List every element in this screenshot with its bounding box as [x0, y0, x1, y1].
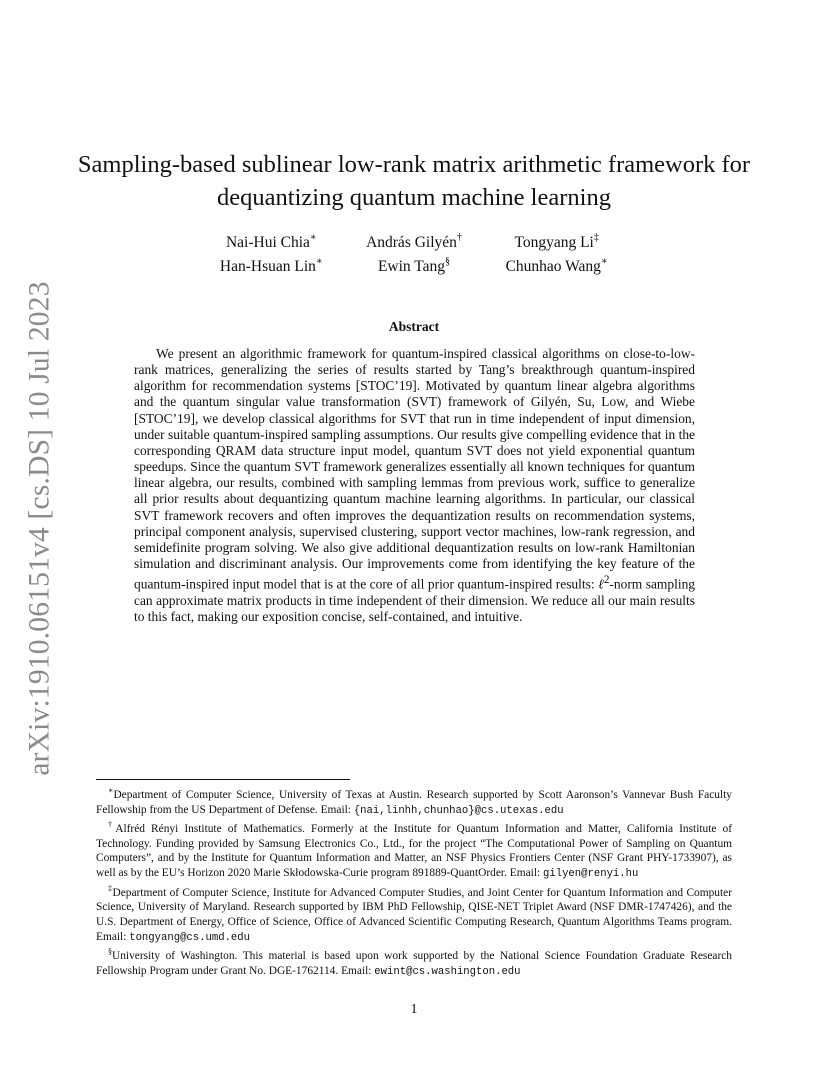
author-affiliation-mark: † [456, 232, 462, 243]
ell-superscript: 2 [603, 574, 610, 587]
author-affiliation-mark: ∗ [309, 232, 317, 243]
author [200, 253, 343, 277]
footnote-email: {nai,linhh,chunhao}@cs.utexas.edu [353, 804, 564, 817]
author-affiliation-mark: ‡ [593, 232, 599, 243]
arxiv-identifier-stamp [16, 280, 64, 776]
footnote [96, 945, 732, 979]
footnote-mark: ‡ [108, 883, 113, 893]
footnote-mark: † [108, 820, 116, 830]
title-line-2: dequantizing quantum machine learning [217, 184, 611, 211]
footnote [96, 784, 732, 818]
arxiv-identifier-text: arXiv:1910.06151v4 [cs.DS] 10 Jul 2023 [23, 280, 56, 776]
footnote [96, 882, 732, 946]
footnote-mark: § [108, 947, 112, 957]
footnote-email: gilyen@renyi.hu [543, 868, 639, 881]
abstract-text-part-1: We present an algorithmic framework for quantum-inspired classical algorithms on close-to-low-rank matrices, generalizing the series of results started by Tang’s breakthrough quantum-inspired algorithm for recommendation systems [STOC’19]. Motivated by quantum linear algebra algorithms and the quantum singular value transformation (SVT) framework of Gilyén, Su, Low, and Wiebe [STOC’19], we develop classical algorithms for SVT that run in time independent of input dimension, under suitable quantum-inspired sampling assumptions. Our results give compelling evidence that in the corresponding QRAM data structure input model, quantum SVT does not yield exponential quantum speedups. Since the quantum SVT framework generalizes essentially all known techniques for quantum linear algebra, our results, combined with sampling lemmas from previous work, suffice to generalize all prior results about dequantizing quantum machine learning algorithms. In particular, our classical SVT framework recovers and often improves the dequantization results on recommendation systems, principal component analysis, supervised clustering, support vector machines, low-rank regression, and semidefinite program solving. We also give additional dequantization results on low-rank Hamiltonian simulation and discriminant analysis. Our improvements come from identifying the key feature of the quantum-inspired input model that is at the core of all prior quantum-inspired results: [134, 346, 695, 592]
author-name: Han-Hsuan Lin [219, 258, 316, 276]
footnote-mark: ∗ [108, 786, 114, 795]
author-name: Ewin Tang [377, 258, 446, 276]
author [200, 229, 343, 253]
author [343, 229, 486, 253]
abstract-text-part-2: -norm sampling can approximate matrix products in time independent of their dimension. We reduce all our main results to this fact, making our exposition concise, self-contained, and intuitive. [134, 576, 696, 624]
author-name: András Gilyén [366, 234, 457, 252]
footnote-text: Alfréd Rényi Institute of Mathematics. Formerly at the Institute for Quantum Information and Matter, California Institute of Technology. Funding provided by Samsung Electronics Co., Ltd., for the project “The Computational Power of Sampling on Quantum Computers”, and by the Institute for Quantum Information and Matter, an NSF Physics Frontiers Center (NSF Grant PHY-1733907), as well as by the EU’s Horizon 2020 Marie Skłodowska-Curie program 891889-QuantOrder. Email: [96, 823, 733, 880]
abstract-heading: Abstract [388, 319, 440, 334]
footnote-email: tongyang@cs.umd.edu [129, 931, 251, 944]
footnote-text: University of Washington. This material is based upon work supported by the National Science Foundation Graduate Research Fellowship Program under Grant No. DGE-1762114. Email: [96, 950, 732, 977]
author-affiliation-mark: § [445, 256, 451, 268]
author-list [200, 229, 628, 277]
author-name: Chunhao Wang [505, 258, 601, 276]
author [485, 229, 628, 253]
page-number: 1 [410, 1002, 418, 1017]
title-line-1: Sampling-based sublinear low-rank matrix arithmetic framework for [77, 151, 751, 178]
footnote-text: Department of Computer Science, Institute for Advanced Computer Studies, and Joint Center for Quantum Information and Computer Science, University of Maryland. Research supported by IBM PhD Fellowship, QISE-NET Triplet Award (NSF DMR-1747426), and the U.S. Department of Energy, Office of Science, Office of Advanced Scientific Computing Research, Quantum Algorithms Teams program. Email: [96, 886, 732, 943]
footnote [96, 818, 732, 882]
author-name: Tongyang Li [514, 234, 594, 252]
footnote-rule [96, 779, 350, 780]
author [343, 253, 486, 277]
author [485, 253, 628, 277]
footnotes [96, 784, 732, 980]
author-name: Nai-Hui Chia [225, 234, 310, 252]
author-affiliation-mark: ∗ [600, 256, 608, 268]
footnote-email: ewint@cs.washington.edu [374, 965, 521, 978]
author-affiliation-mark: ∗ [315, 256, 323, 268]
ell-symbol: ℓ [598, 576, 604, 592]
paper-title [60, 148, 768, 214]
abstract-body [134, 346, 695, 625]
footnote-text: Department of Computer Science, University of Texas at Austin. Research supported by Scott Aaronson’s Vannevar Bush Faculty Fellowship from the US Department of Defense. Email: [96, 788, 732, 816]
